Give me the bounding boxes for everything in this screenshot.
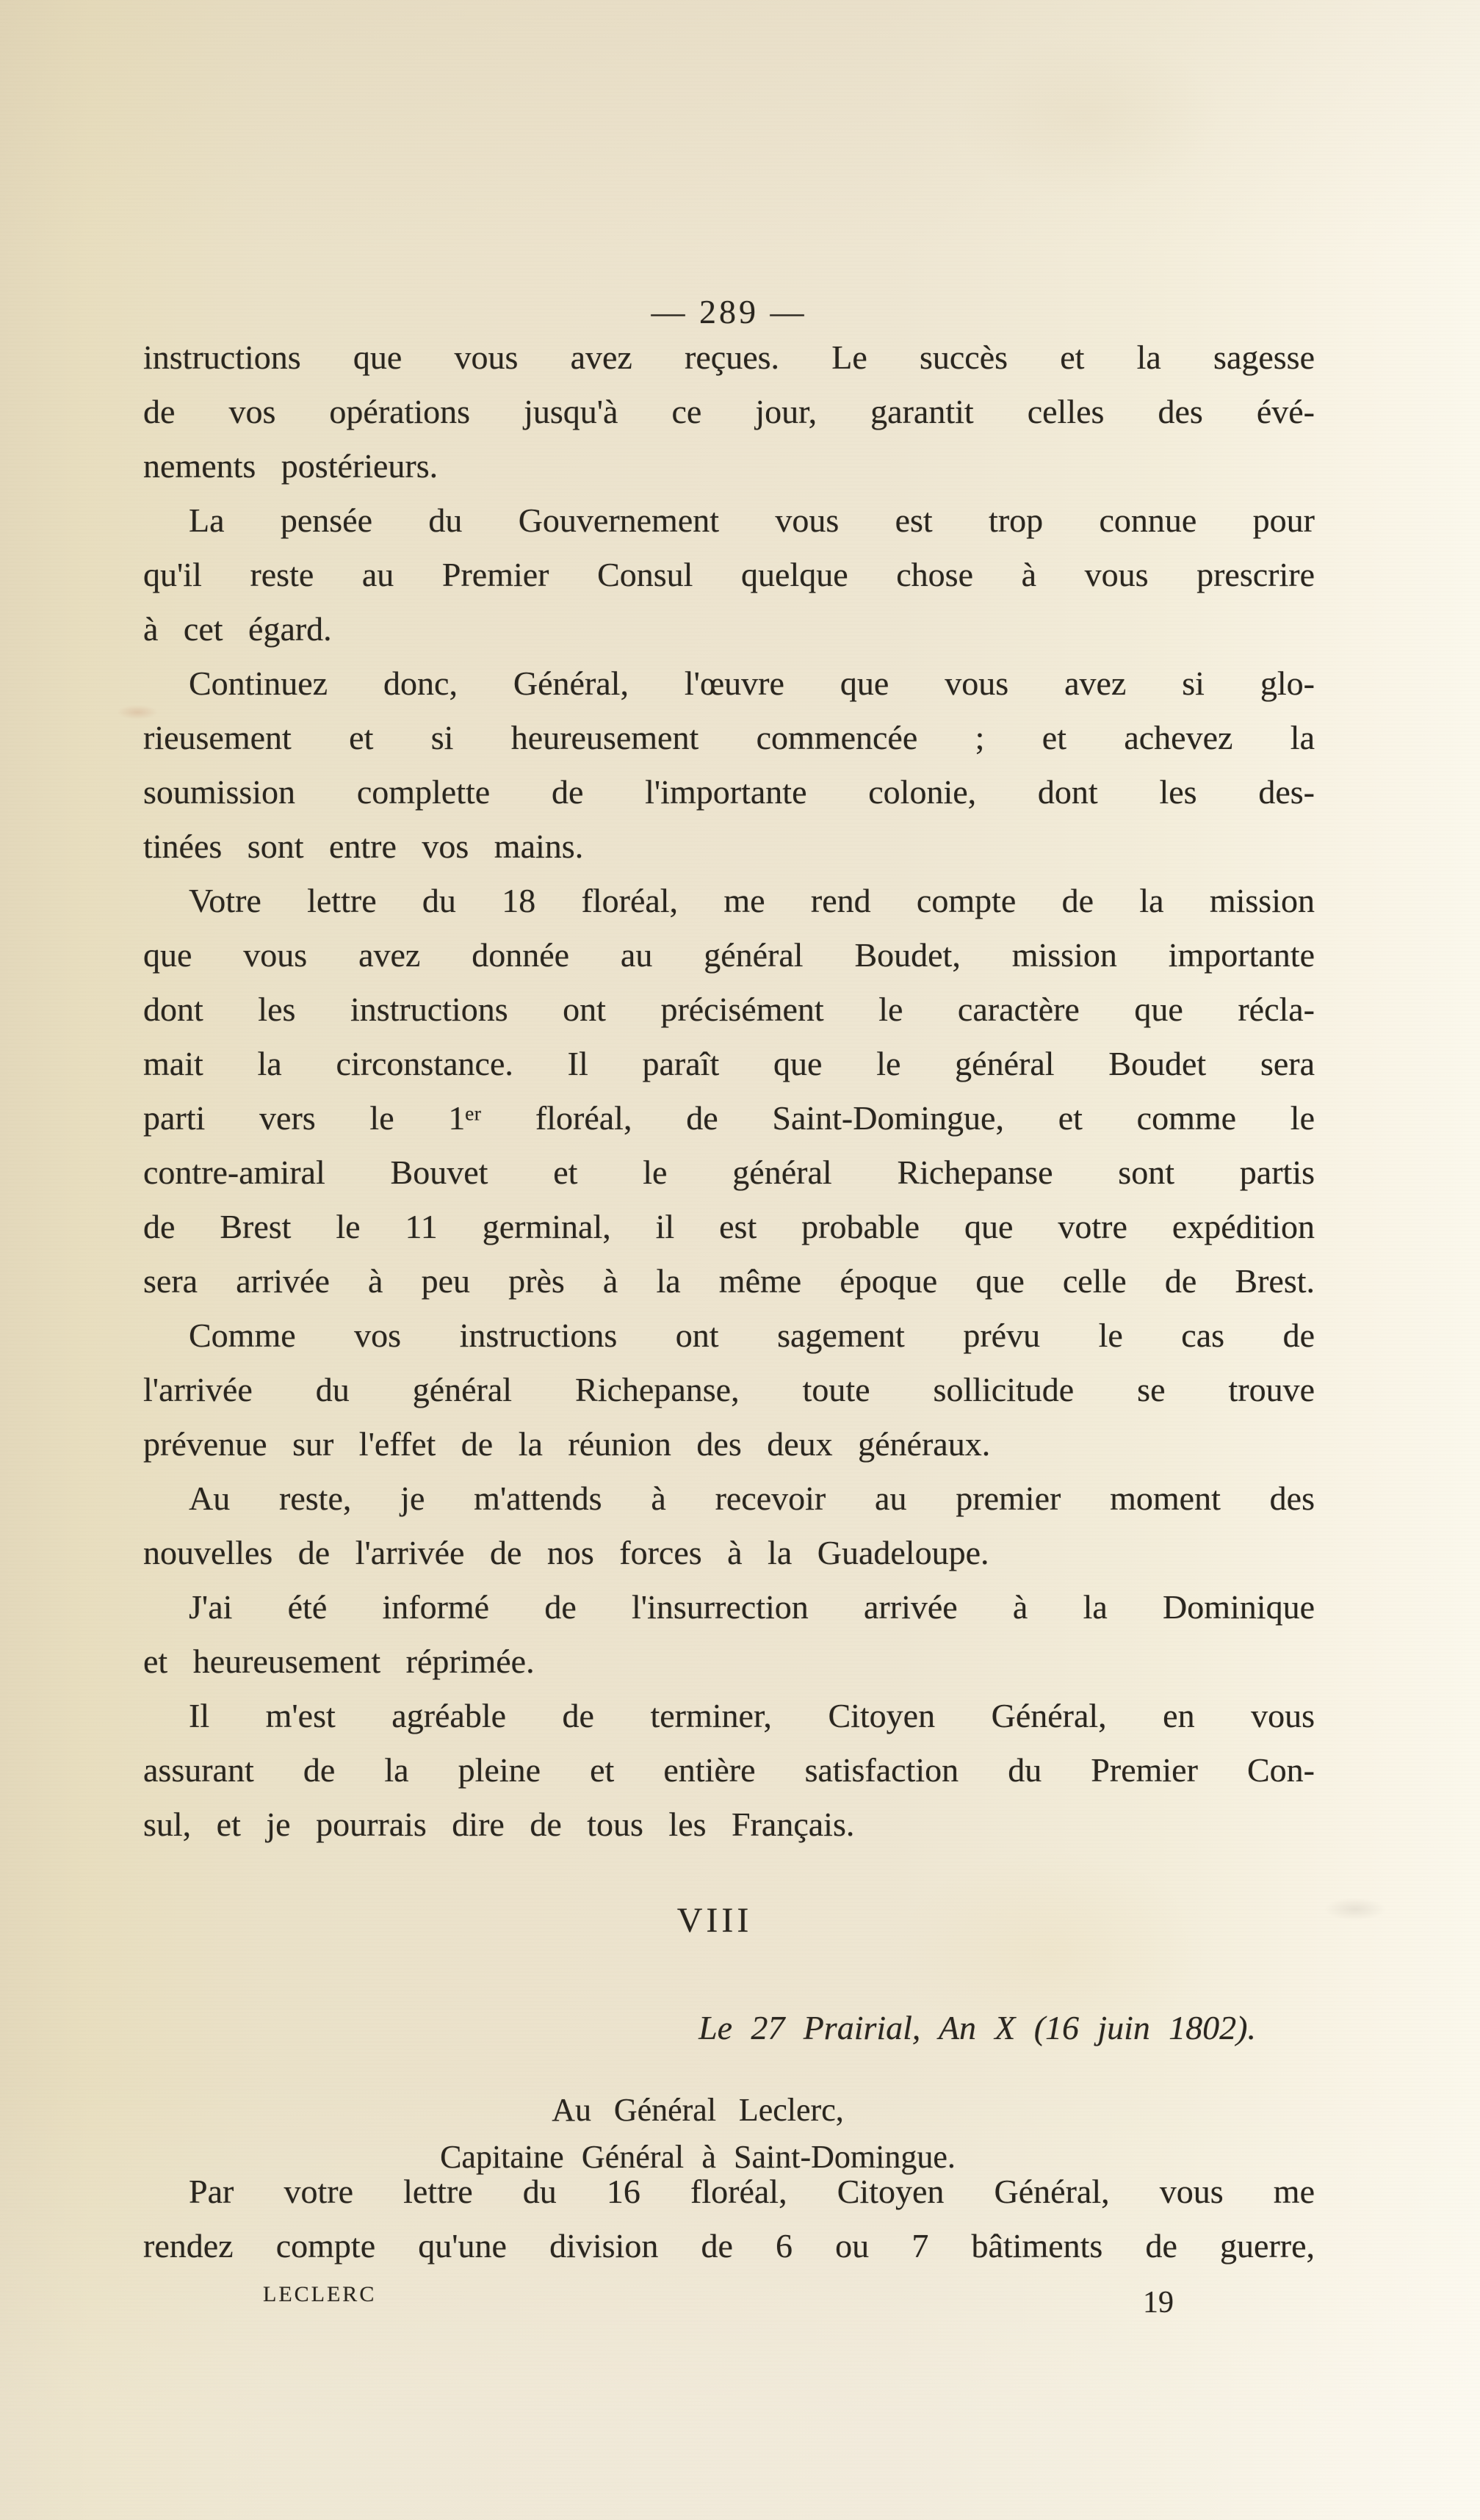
text-line: à cet égard. xyxy=(143,610,332,648)
signature-mark: 19 xyxy=(1143,2286,1174,2320)
running-title: LECLERC xyxy=(263,2282,377,2306)
addressee-line: Capitaine Général à Saint-Domingue. xyxy=(440,2139,956,2175)
text-line: qu'il reste au Premier Consul quelque chose à vous prescrire xyxy=(143,556,1315,593)
text-line: de Brest le 11 germinal, il est probable que votre expédition xyxy=(143,1208,1315,1245)
page-number: — 289 — xyxy=(651,293,807,330)
letter-dateline: Le 27 Prairial, An X (16 juin 1802). xyxy=(699,2009,1256,2046)
letter-body xyxy=(143,330,1315,1852)
text-line: rendez compte qu'une division de 6 ou 7 bâtiments de guerre, xyxy=(143,2227,1315,2264)
text-line: rieusement et si heureusement commencée ; et achevez la xyxy=(143,719,1315,756)
text-line: nements postérieurs. xyxy=(143,447,438,485)
text-line: instructions que vous avez reçues. Le succès et la sagesse xyxy=(143,338,1315,376)
text-line: sul, et je pourrais dire de tous les Français. xyxy=(143,1806,855,1843)
text-line: Votre lettre du 18 floréal, me rend compte de la mission xyxy=(189,882,1315,919)
text-line: Par votre lettre du 16 floréal, Citoyen Général, vous me xyxy=(189,2173,1315,2210)
text-line: prévenue sur l'effet de la réunion des deux généraux. xyxy=(143,1425,991,1463)
text-line: La pensée du Gouvernement vous est trop connue pour xyxy=(189,502,1315,539)
text-line: dont les instructions ont précisément le caractère que récla- xyxy=(143,991,1315,1028)
text-line: Au reste, je m'attends à recevoir au premier moment des xyxy=(189,1480,1315,1517)
text-line: parti vers le 1ᵉʳ floréal, de Saint-Domingue, et comme le xyxy=(143,1099,1315,1137)
text-line: J'ai été informé de l'insurrection arrivée à la Dominique xyxy=(189,1588,1315,1626)
text-line: Continuez donc, Général, l'œuvre que vous avez si glo- xyxy=(189,665,1315,702)
text-line: et heureusement réprimée. xyxy=(143,1643,535,1680)
text-line: de vos opérations jusqu'à ce jour, garantit celles des évé- xyxy=(143,393,1315,430)
text-line: Comme vos instructions ont sagement prévu le cas de xyxy=(189,1317,1315,1354)
letter-body-continued xyxy=(143,2165,1315,2273)
addressee-line: Au Général Leclerc, xyxy=(552,2092,844,2128)
text-line: que vous avez donnée au général Boudet, mission importante xyxy=(143,936,1315,974)
text-line: nouvelles de l'arrivée de nos forces à la Guadeloupe. xyxy=(143,1534,989,1571)
text-line: tinées sont entre vos mains. xyxy=(143,828,584,865)
text-line: mait la circonstance. Il paraît que le général Boudet sera xyxy=(143,1045,1315,1082)
text-line: soumission complette de l'importante colonie, dont les des- xyxy=(143,773,1315,811)
text-line: sera arrivée à peu près à la même époque que celle de Brest. xyxy=(143,1262,1315,1300)
text-line: assurant de la pleine et entière satisfaction du Premier Con- xyxy=(143,1751,1315,1789)
section-heading: VIII xyxy=(676,1901,753,1940)
text-line: Il m'est agréable de terminer, Citoyen Général, en vous xyxy=(189,1697,1315,1734)
text-line: l'arrivée du général Richepanse, toute sollicitude se trouve xyxy=(143,1371,1315,1408)
text-line: contre-amiral Bouvet et le général Richepanse sont partis xyxy=(143,1154,1315,1191)
